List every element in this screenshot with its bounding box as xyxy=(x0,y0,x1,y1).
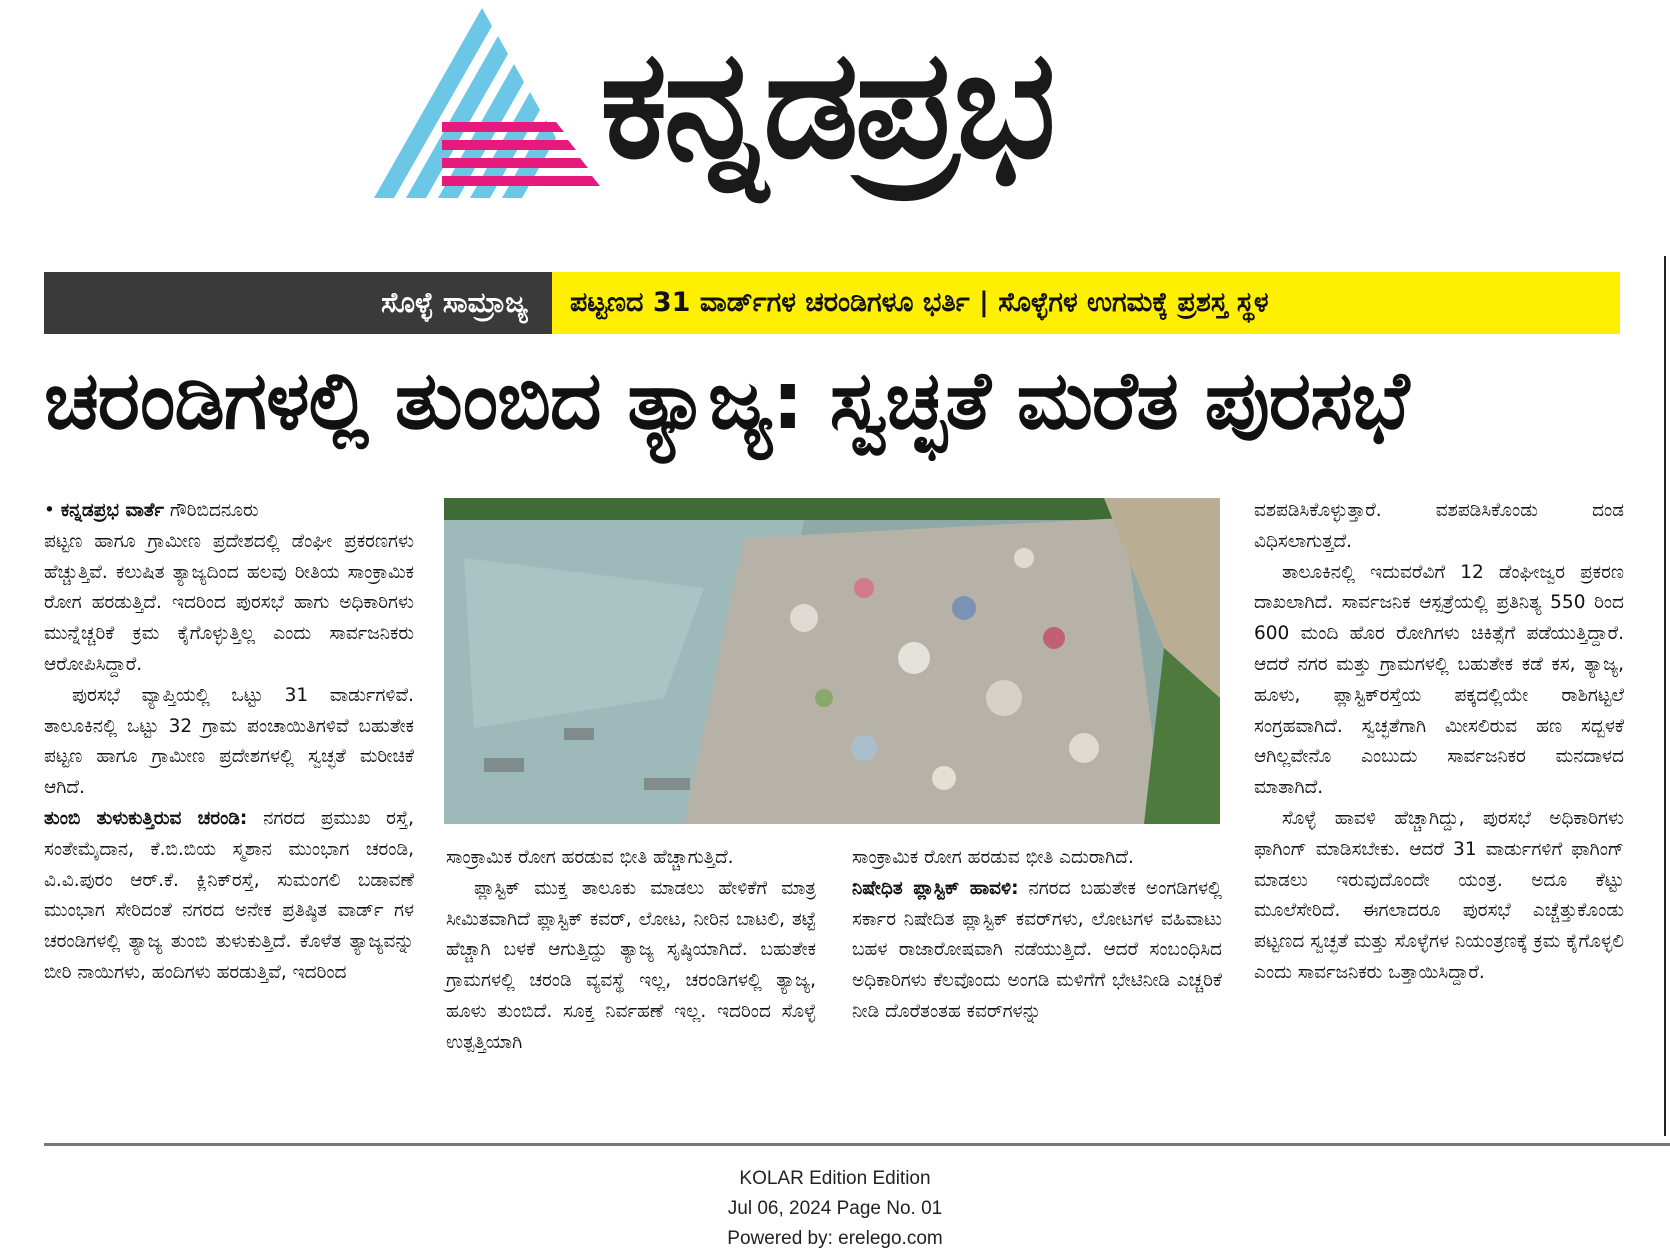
paragraph: ಪ್ಲಾಸ್ಟಿಕ್ ಮುಕ್ತ ತಾಲೂಕು ಮಾಡಲು ಹೇಳಿಕೆಗೆ ಮಾತ್ರ ಸೀಮಿತವಾಗಿದೆ ಪ್ಲಾಸ್ಟಿಕ್ ಕವರ್, ಲೋಟ, ನೀರಿನ ಬಾಟಲಿ, ತಟ್ಟೆ ಹೆಚ್ಚಾಗಿ ಬಳಕೆ ಆಗುತ್ತಿದ್ದು ತ್ಯಾಜ್ಯ ಸೃಷ್ಠಿಯಾಗಿದೆ. ಬಹುತೇಕ ಗ್ರಾಮಗಳಲ್ಲಿ ಚರಂಡಿ ವ್ಯವಸ್ಥೆ ಇಲ್ಲ, ಚರಂಡಿಗಳಲ್ಲಿ ತ್ಯಾಜ್ಯ, ಹೂಳು ತುಂಬಿದೆ. ಸೂಕ್ತ ನಿರ್ವಹಣೆ ಇಲ್ಲ. ಇದರಿಂದ ಸೊಳ್ಳೆ ಉತ್ಪತ್ತಿಯಾಗಿ xyxy=(446,877,816,1053)
subhead: ತುಂಬಿ ತುಳುಕುತ್ತಿರುವ ಚರಂಡಿ: xyxy=(44,807,248,829)
powered-by-link[interactable]: Powered by: erelego.com xyxy=(727,1228,943,1249)
edition-label: KOLAR Edition Edition xyxy=(739,1168,931,1189)
byline-line xyxy=(44,496,414,527)
divider xyxy=(1664,256,1666,1136)
subhead: ನಿಷೇಧಿತ ಪ್ಲಾಸ್ಟಿಕ್ ಹಾವಳಿ: xyxy=(852,877,1019,899)
bullet-icon: • xyxy=(44,500,55,521)
logo-icon xyxy=(370,8,600,204)
section-kicker: ಸೊಳ್ಳೆ ಸಾಮ್ರಾಜ್ಯ xyxy=(44,272,552,334)
footer xyxy=(0,1164,1670,1254)
article-column-3 xyxy=(852,843,1222,1028)
news-photo xyxy=(444,498,1220,824)
paragraph-with-subhead xyxy=(852,874,1222,1028)
paragraph: ಪುರಸಭೆ ವ್ಯಾಪ್ತಿಯಲ್ಲಿ ಒಟ್ಟು 31 ವಾರ್ಡುಗಳಿವೆ. ತಾಲೂಕಿನಲ್ಲಿ ಒಟ್ಟು 32 ಗ್ರಾಮ ಪಂಚಾಯಿತಿಗಳಿವೆ ಬಹುತೇಕ ಪಟ್ಟಣ ಹಾಗೂ ಗ್ರಾಮೀಣ ಪ್ರದೇಶಗಳಲ್ಲಿ ಸ್ವಚ್ಛತೆ ಮರೀಚಿಕೆ ಆಗಿದೆ. xyxy=(44,684,414,799)
paragraph-with-subhead xyxy=(44,804,414,989)
dateline: ಗೌರಿಬಿದನೂರು xyxy=(169,500,259,521)
sub-headline-strip: ಪಟ್ಟಣದ 31 ವಾರ್ಡ್‌ಗಳ ಚರಂಡಿಗಳೂ ಭರ್ತಿ | ಸೊಳ್ಳೆಗಳ ಉಗಮಕ್ಕೆ ಪ್ರಶಸ್ತ ಸ್ಥಳ xyxy=(552,272,1620,334)
paragraph: ಸಾಂಕ್ರಾಮಿಕ ರೋಗ ಹರಡುವ ಭೀತಿ ಎದುರಾಗಿದೆ. xyxy=(852,847,1134,868)
paragraph: ಸಾಂಕ್ರಾಮಿಕ ರೋಗ ಹರಡುವ ಭೀತಿ ಹೆಚ್ಚಾಗುತ್ತಿದೆ. xyxy=(446,847,734,868)
paragraph: ಪಟ್ಟಣ ಹಾಗೂ ಗ್ರಾಮೀಣ ಪ್ರದೇಶದಲ್ಲಿ ಡೆಂಘೀ ಪ್ರಕರಣಗಳು ಹೆಚ್ಚುತ್ತಿವೆ. ಕಲುಷಿತ ತ್ಯಾಜ್ಯದಿಂದ ಹಲವು ರೀತಿಯ ಸಾಂಕ್ರಾಮಿಕ ರೋಗ ಹರಡುತ್ತಿದೆ. ಇದರಿಂದ ಪುರಸಭೆ ಹಾಗು ಅಧಿಕಾರಿಗಳು ಮುನ್ನೆಚ್ಚರಿಕೆ ಕ್ರಮ ಕೈಗೊಳ್ಳುತ್ತಿಲ್ಲ ಎಂದು ಸಾರ್ವಜನಿಕರು ಆರೋಪಿಸಿದ್ದಾರೆ. xyxy=(44,530,414,675)
headline: ಚರಂಡಿಗಳಲ್ಲಿ ತುಂಬಿದ ತ್ಯಾಜ್ಯ: ಸ್ವಚ್ಛತೆ ಮರೆತ ಪುರಸಭೆ xyxy=(44,354,1409,447)
divider xyxy=(44,1143,1670,1146)
paragraph: ಸೊಳ್ಳೆ ಹಾವಳಿ ಹೆಚ್ಚಾಗಿದ್ದು, ಪುರಸಭೆ ಅಧಿಕಾರಿಗಳು ಫಾಗಿಂಗ್ ಮಾಡಿಸಬೇಕು. ಆದರೆ 31 ವಾರ್ಡುಗಳಿಗೆ ಫಾಗಿಂಗ್ ಮಾಡಲು ಇರುವುದೊಂದೇ ಯಂತ್ರ. ಅದೂ ಕೆಟ್ಟು ಮೂಲೆಸೇರಿದೆ. ಈಗಲಾದರೂ ಪುರಸಭೆ ಎಚ್ಚೆತ್ತುಕೊಂಡು ಪಟ್ಟಣದ ಸ್ವಚ್ಛತೆ ಮತ್ತು ಸೊಳ್ಳೆಗಳ ನಿಯಂತ್ರಣಕ್ಕೆ ಕ್ರಮ ಕೈಗೊಳ್ಳಲಿ ಎಂದು ಸಾರ್ವಜನಿಕರು ಒತ್ತಾಯಿಸಿದ್ದಾರೆ. xyxy=(1254,807,1624,983)
byline: ಕನ್ನಡಪ್ರಭ ವಾರ್ತೆ xyxy=(60,500,164,521)
article-column-1 xyxy=(44,496,414,989)
article-column-2 xyxy=(446,843,816,1059)
masthead-title: ಕನ್ನಡಪ್ರಭ xyxy=(600,18,1052,192)
paragraph: ವಶಪಡಿಸಿಕೊಳ್ಳುತ್ತಾರೆ. ವಶಪಡಿಸಿಕೊಂಡು ದಂಡ ವಿಧಿಸಲಾಗುತ್ತದೆ. xyxy=(1254,500,1624,552)
paragraph-text: ನಗರದ ಪ್ರಮುಖ ರಸ್ತೆ, ಸಂತೇಮೈದಾನ, ಕೆ.ಬಿ.ಬಿಯ ಸ್ಮಶಾನ ಮುಂಭಾಗ ಚರಂಡಿ, ವಿ.ವಿ.ಪುರಂ ಆರ್.ಕೆ. ಕ್ಲಿನಿಕ್‌ರಸ್ತೆ, ಸುಮಂಗಲಿ ಬಡಾವಣೆ ಮುಂಭಾಗ ಸೇರಿದಂತೆ ನಗರದ ಅನೇಕ ಪ್ರತಿಷ್ಠಿತ ವಾರ್ಡ್ ಗಳ ಚರಂಡಿಗಳಲ್ಲಿ ತ್ಯಾಜ್ಯ ತುಂಬಿ ತುಳುಕುತ್ತಿದೆ. ಕೊಳೆತ ತ್ಯಾಜ್ಯವನ್ನು ಬೀರಿ ನಾಯಿಗಳು, ಹಂದಿಗಳು ಹರಡುತ್ತಿವೆ, ಇದರಿಂದ xyxy=(44,807,414,983)
paragraph-text: ನಗರದ ಬಹುತೇಕ ಅಂಗಡಿಗಳಲ್ಲಿ ಸರ್ಕಾರ ನಿಷೇದಿತ ಪ್ಲಾಸ್ಟಿಕ್ ಕವರ್‌ಗಳು, ಲೋಟಗಳ ವಹಿವಾಟು ಬಹಳ ರಾಜಾರೋಷವಾಗಿ ನಡೆಯುತ್ತಿದೆ. ಆದರೆ ಸಂಬಂಧಿಸಿದ ಅಧಿಕಾರಿಗಳು ಕೆಲವೊಂದು ಅಂಗಡಿ ಮಳಿಗೆಗೆ ಭೇಟಿನೀಡಿ ಎಚ್ಚರಿಕೆ ನೀಡಿ ದೊರೆತಂತಹ ಕವರ್‌ಗಳನ್ನು xyxy=(852,877,1222,1022)
article-column-4 xyxy=(1254,496,1624,989)
date-page-label: Jul 06, 2024 Page No. 01 xyxy=(727,1198,943,1219)
paragraph: ತಾಲೂಕಿನಲ್ಲಿ ಇದುವರೆವಿಗೆ 12 ಡೆಂಘೀಜ್ವರ ಪ್ರಕರಣ ದಾಖಲಾಗಿದೆ. ಸಾರ್ವಜನಿಕ ಆಸ್ಪತ್ರೆಯಲ್ಲಿ ಪ್ರತಿನಿತ್ಯ 550 ರಿಂದ 600 ಮಂದಿ ಹೊರ ರೋಗಿಗಳು ಚಿಕಿತ್ಸೆಗೆ ಪಡೆಯುತ್ತಿದ್ದಾರೆ. ಆದರೆ ನಗರ ಮತ್ತು ಗ್ರಾಮಗಳಲ್ಲಿ ಬಹುತೇಕ ಕಡೆ ಕಸ, ತ್ಯಾಜ್ಯ, ಹೂಳು, ಪ್ಲಾಸ್ಟಿಕ್‌ರಸ್ತೆಯ ಪಕ್ಕದಲ್ಲಿಯೇ ರಾಶಿಗಟ್ಟಲೆ ಸಂಗ್ರಹವಾಗಿದೆ. ಸ್ವಚ್ಛತೆಗಾಗಿ ಮೀಸಲಿರುವ ಹಣ ಸದ್ಬಳಕೆ ಆಗಿಲ್ಲವೇನೊ ಎಂಬುದು ಸಾರ್ವಜನಿಕರ ಮನದಾಳದ ಮಾತಾಗಿದೆ. xyxy=(1254,561,1624,799)
